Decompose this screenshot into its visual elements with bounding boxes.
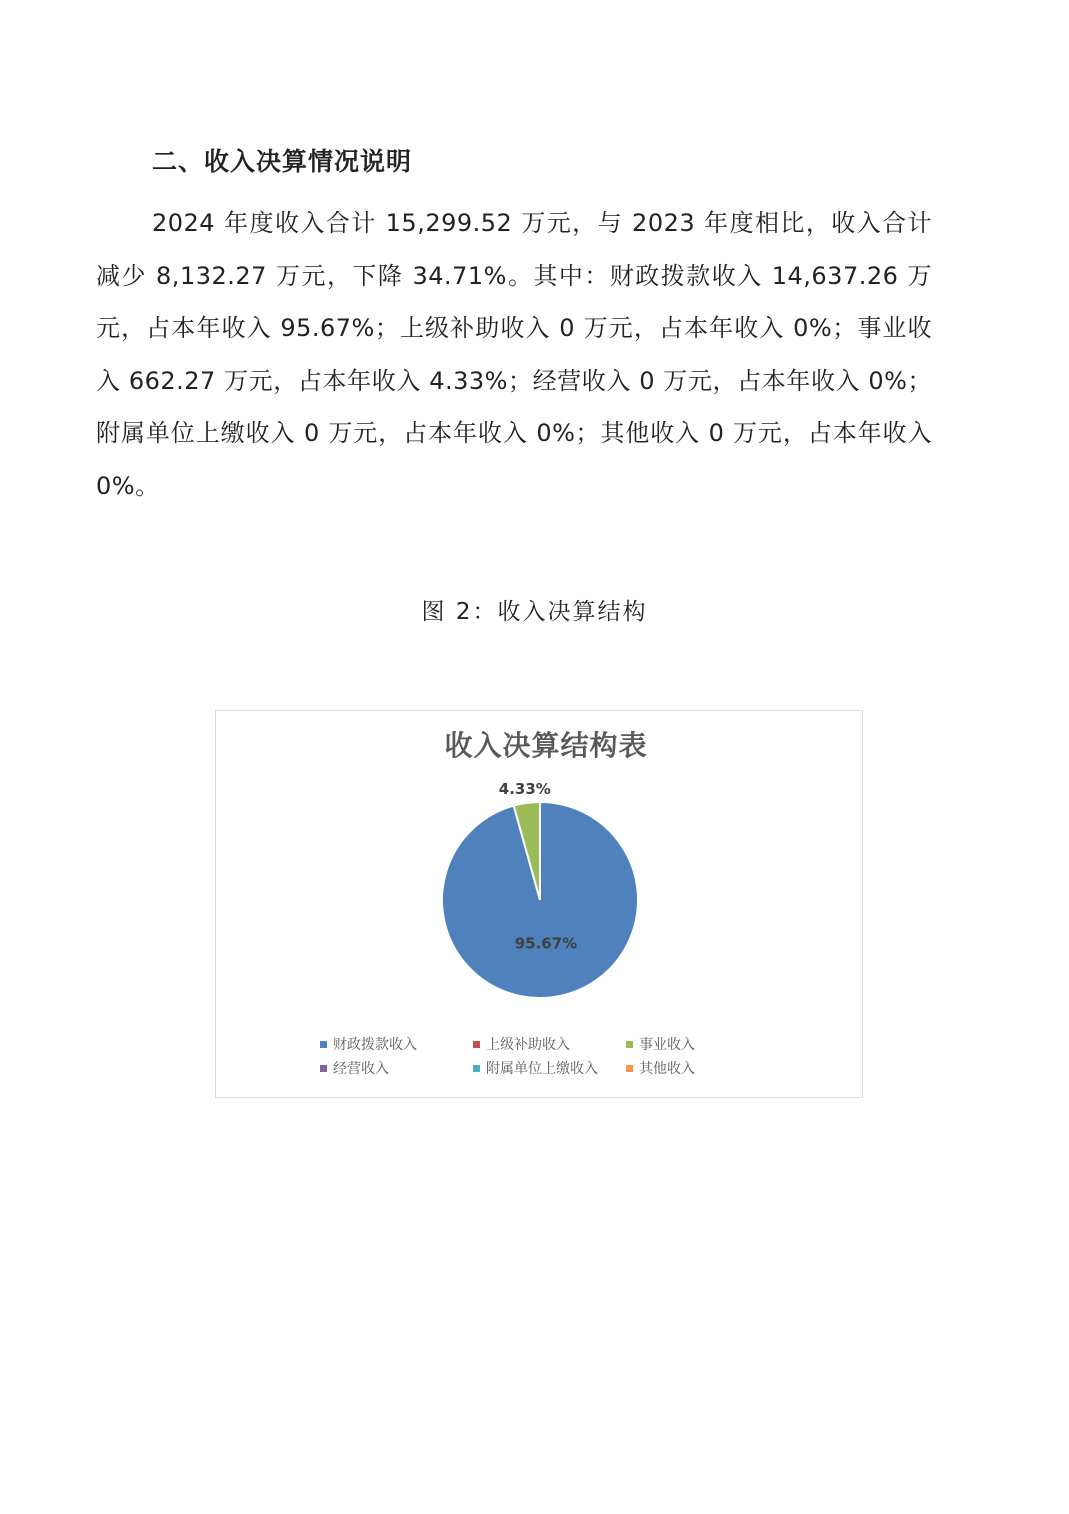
legend-swatch-其他收入: [626, 1065, 633, 1072]
legend-swatch-财政拨款收入: [320, 1041, 327, 1048]
legend-swatch-附属单位上缴收入: [473, 1065, 480, 1072]
legend-label-财政拨款收入: 财政拨款收入: [333, 1037, 417, 1053]
data-label-事业收入: 4.33%: [498, 780, 551, 799]
legend-label-其他收入: 其他收入: [639, 1061, 695, 1077]
legend-swatch-经营收入: [320, 1065, 327, 1072]
legend-label-上级补助收入: 上级补助收入: [486, 1037, 570, 1053]
chart-title: 收入决算结构表: [444, 729, 648, 762]
legend-label-经营收入: 经营收入: [333, 1061, 389, 1077]
data-label-财政拨款收入: 95.67%: [514, 934, 578, 953]
legend-swatch-上级补助收入: [473, 1041, 480, 1048]
income-summary-paragraph: 2024 年度收入合计 15,299.52 万元，与 2023 年度相比，收入合计减少 8,132.27 万元，下降 34.71%。其中：财政拨款收入 14,637.26 万元，占本年收入 95.67%；上级补助收入 0 万元，占本年收入 0%；事业收入 662.27 万元，占本年收入 4.33%；经营收入 0 万元，占本年收入 0%；附属单位上缴收入 0 万元，占本年收入 0%；其他收入 0 万元，占本年收入 0%。: [96, 209, 932, 500]
pie-chart-svg: [216, 711, 864, 1099]
pie-slices: [442, 802, 638, 998]
figure-caption: 图 2：收入决算结构: [421, 599, 648, 625]
pie-chart: [215, 710, 863, 1098]
legend-label-事业收入: 事业收入: [639, 1037, 695, 1053]
chart-legend: [320, 1036, 695, 1077]
section-heading: 二、收入决算情况说明: [152, 147, 413, 176]
legend-label-附属单位上缴收入: 附属单位上缴收入: [486, 1061, 598, 1077]
legend-swatch-事业收入: [626, 1041, 633, 1048]
